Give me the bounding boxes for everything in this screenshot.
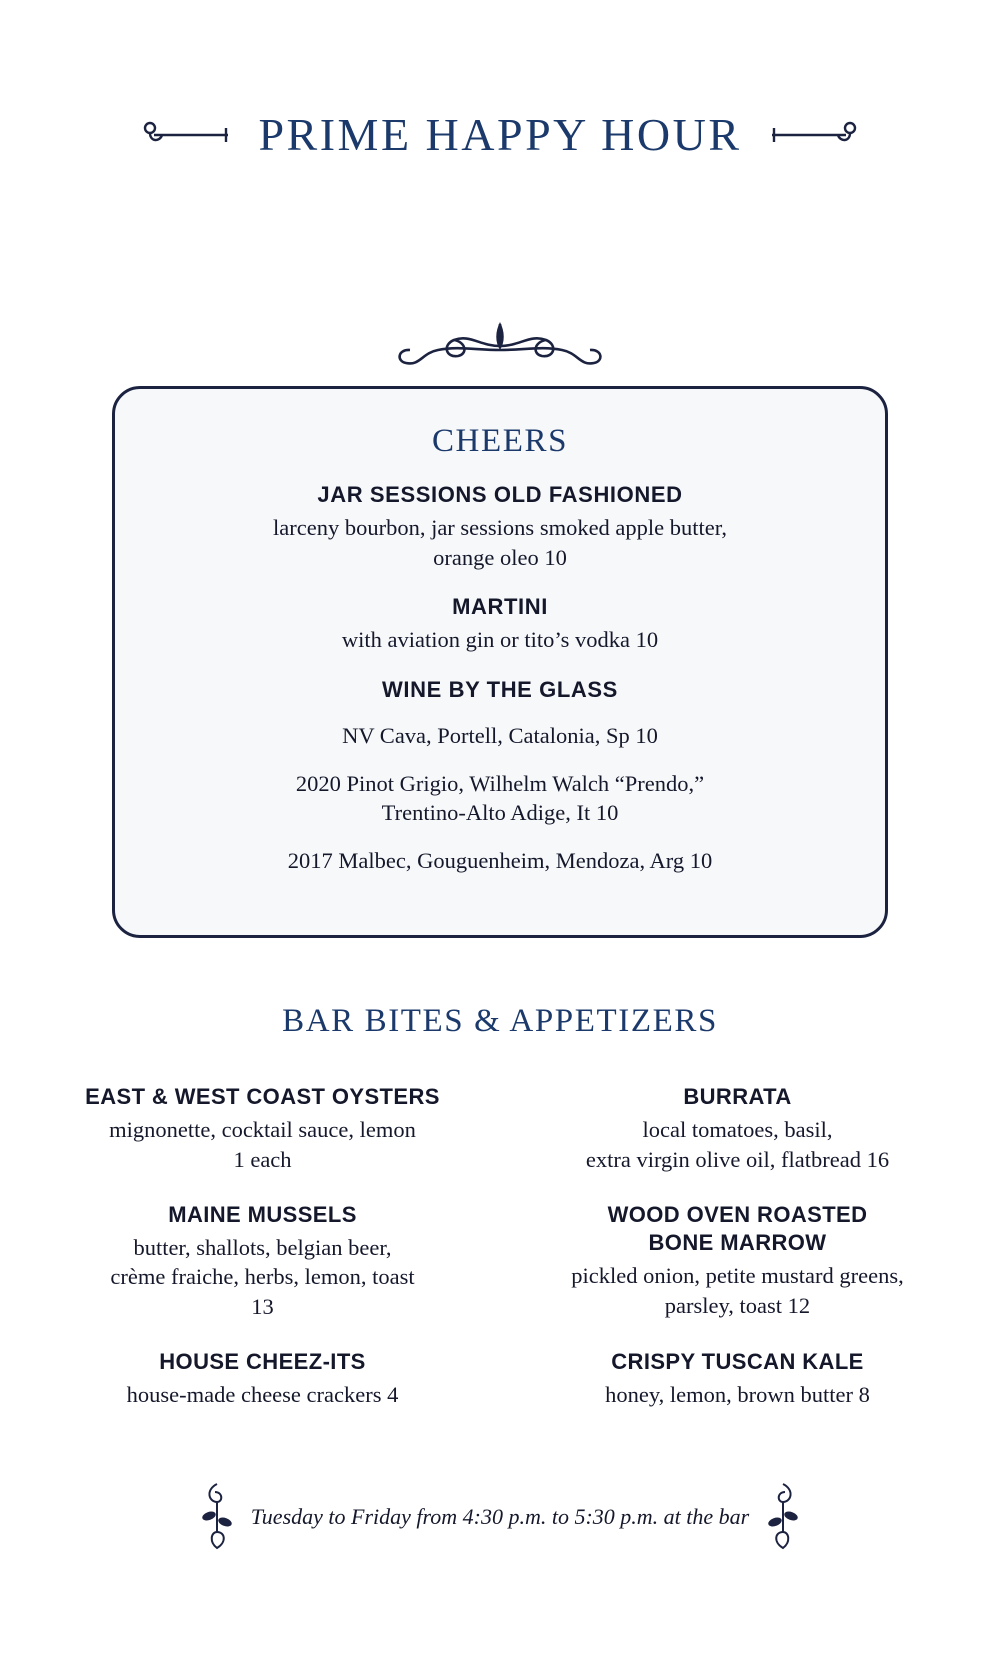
menu-item-desc-line: pickled onion, petite mustard greens,: [571, 1262, 904, 1288]
menu-item-desc-line: larceny bourbon, jar sessions smoked apple butter,: [273, 515, 727, 540]
menu-item-desc-line: local tomatoes, basil,: [642, 1117, 833, 1143]
menu-item-desc: [115, 513, 885, 572]
menu-item-desc-line: butter, shallots, belgian beer,: [133, 1234, 392, 1260]
bar-bites-title: BAR BITES & APPETIZERS: [282, 1003, 718, 1039]
menu-item-name: CRISPY TUSCAN KALE: [611, 1348, 864, 1374]
ornament-container: [0, 316, 1000, 393]
menu-item-name-line: WOOD OVEN ROASTED: [607, 1201, 868, 1227]
page-header: [0, 108, 1000, 161]
menu-item-desc: [40, 1233, 485, 1322]
menu-item-name-line: BONE MARROW: [648, 1229, 827, 1255]
menu-item-desc: [40, 1115, 485, 1174]
wine-line: [115, 769, 885, 828]
scroll-ornament-icon: [350, 316, 650, 393]
wine-line: 2017 Malbec, Gouguenheim, Mendoza, Arg 10: [287, 848, 713, 874]
page-title: PRIME HAPPY HOUR: [258, 109, 742, 160]
leaf-ornament-icon: [765, 1480, 805, 1554]
menu-item-desc: [40, 1380, 485, 1410]
menu-item-desc: [515, 1261, 960, 1320]
wine-line-part: 2020 Pinot Grigio, Wilhelm Walch “Prendo,”: [295, 770, 705, 796]
menu-item-wine: [115, 677, 885, 876]
menu-item-desc: [115, 625, 885, 655]
menu-item-desc-line: with aviation gin or tito’s vodka 10: [341, 627, 659, 653]
flourish-line-icon: [768, 112, 860, 158]
menu-item: [40, 1348, 485, 1410]
menu-item-name: EAST & WEST COAST OYSTERS: [85, 1084, 440, 1109]
menu-item: [515, 1348, 960, 1410]
menu-item-desc-line: orange oleo 10: [433, 544, 567, 570]
menu-item-desc-line: crème fraiche, herbs, lemon, toast: [110, 1264, 415, 1290]
footer: [0, 1480, 1000, 1554]
bar-bites-grid: [40, 1083, 960, 1410]
wine-line-part: Trentino-Alto Adige, It 10: [381, 800, 619, 826]
menu-item-name: BURRATA: [683, 1084, 792, 1109]
menu-item-name: HOUSE CHEEZ-ITS: [159, 1348, 366, 1374]
menu-item: [40, 1083, 485, 1175]
menu-item-desc-line: parsley, toast 12: [664, 1292, 811, 1318]
menu-item-desc: [515, 1115, 960, 1174]
menu-item-name: MARTINI: [452, 594, 548, 620]
menu-item-name: JAR SESSIONS OLD FASHIONED: [317, 482, 683, 507]
menu-item-desc-line: house-made cheese crackers 4: [126, 1381, 399, 1407]
menu-item-desc-line: 1 each: [233, 1146, 292, 1172]
wine-line: NV Cava, Portell, Catalonia, Sp 10: [342, 723, 658, 749]
cheers-section: [112, 386, 888, 938]
menu-item-desc-line: honey, lemon, brown butter 8: [605, 1381, 870, 1407]
menu-item-desc-line: 13: [251, 1294, 274, 1320]
leaf-ornament-icon: [195, 1480, 235, 1554]
hours-note: Tuesday to Friday from 4:30 p.m. to 5:30 p.m. at the bar: [250, 1504, 750, 1529]
menu-item-desc-line: mignonette, cocktail sauce, lemon: [109, 1117, 416, 1143]
menu-item-desc: [515, 1380, 960, 1410]
menu-item: [515, 1083, 960, 1175]
menu-item-name: WINE BY THE GLASS: [382, 677, 618, 703]
menu-item-name: [515, 1201, 960, 1257]
menu-item: [115, 482, 885, 572]
menu-item: [40, 1201, 485, 1322]
cheers-title: CHEERS: [431, 423, 569, 459]
menu-item-name: MAINE MUSSELS: [168, 1201, 357, 1227]
menu-item-desc-line: extra virgin olive oil, flatbread 16: [585, 1146, 890, 1172]
menu-item: [515, 1201, 960, 1322]
menu-item: [115, 594, 885, 655]
flourish-line-icon: [140, 112, 232, 158]
